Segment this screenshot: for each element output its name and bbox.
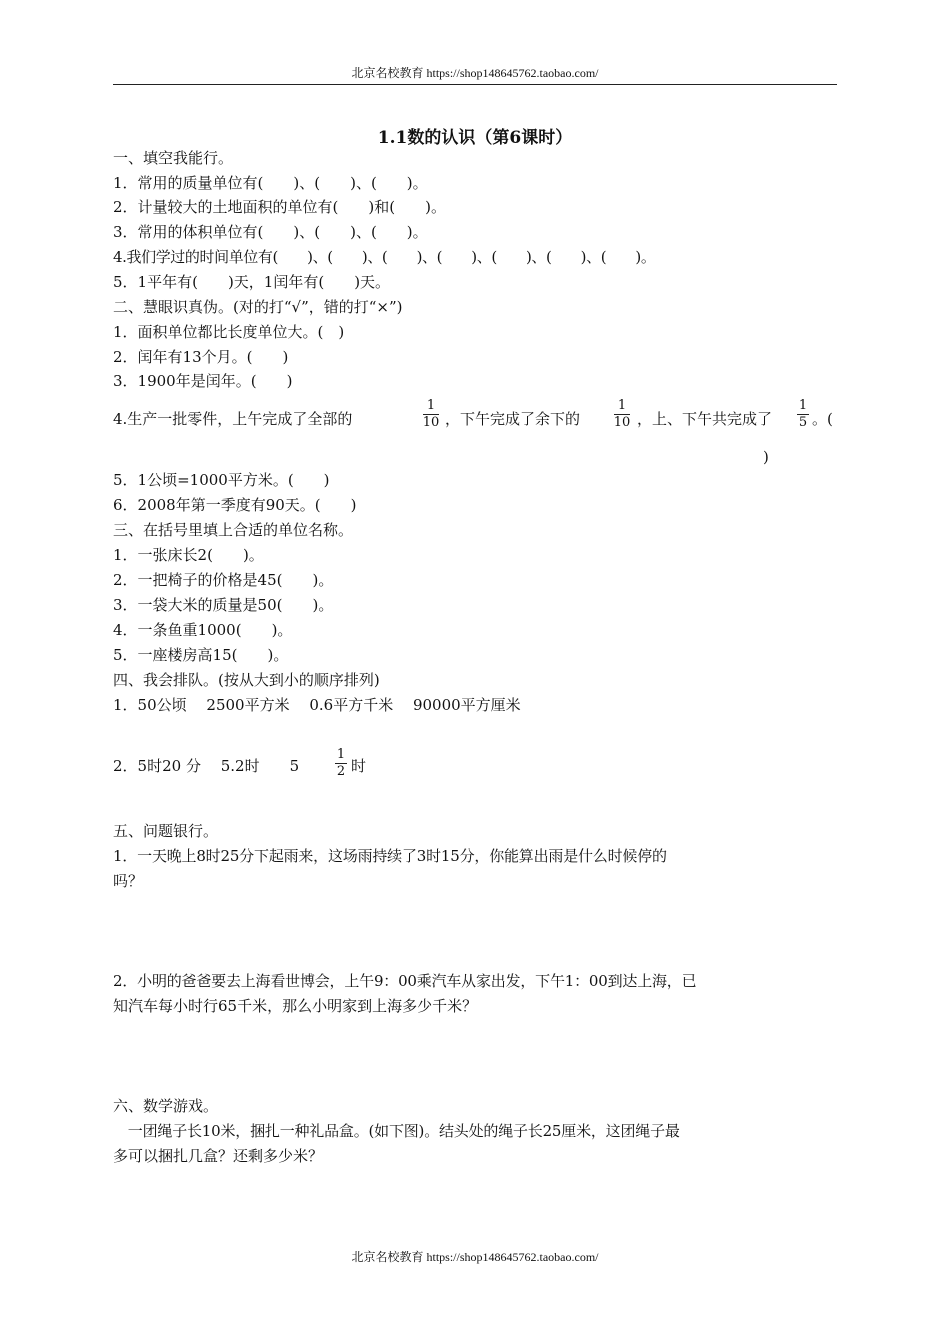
fraction-denominator: 2 — [336, 764, 346, 779]
s2-question-6: 6．2008年第一季度有90天。( ) — [113, 496, 357, 514]
s1-question-5: 5．1平年有( )天，1闰年有( )天。 — [113, 273, 391, 291]
s6-paragraph-line-2: 多可以捆扎几盒？还剩多少米？ — [113, 1147, 324, 1165]
section-6-heading: 六、数学游戏。 — [113, 1097, 219, 1115]
fraction-denominator: 10 — [613, 415, 631, 430]
s1-question-1: 1．常用的质量单位有( )、( )、( )。 — [113, 174, 428, 192]
s2-question-4-close-paren: ) — [763, 448, 769, 466]
s2-question-2: 2．闰年有13个月。( ) — [113, 348, 289, 366]
fraction-numerator: 1 — [426, 398, 436, 413]
fraction-numerator: 1 — [617, 398, 627, 413]
s1-question-3: 3．常用的体积单位有( )、( )、( )。 — [113, 223, 428, 241]
s5-question-2-line-2: 知汽车每小时行65千米，那么小明家到上海多少千米？ — [113, 997, 478, 1015]
fraction-denominator: 10 — [422, 415, 440, 430]
header-divider — [113, 84, 837, 85]
s3-question-1: 1．一张床长2( )。 — [113, 546, 264, 564]
s4-question-1: 1．50公顷 2500平方米 0.6平方千米 90000平方厘米 — [113, 696, 521, 714]
s3-question-2: 2．一把椅子的价格是45( )。 — [113, 571, 334, 589]
fraction-one-half — [332, 748, 350, 779]
page-title: 1.1数的认识（第6课时） — [377, 128, 573, 148]
s2-question-1: 1．面积单位都比长度单位大。( ) — [113, 323, 345, 341]
s3-question-4: 4．一条鱼重1000( )。 — [113, 621, 293, 639]
page-header: 北京名校教育 https://shop148645762.taobao.com/ — [351, 66, 599, 80]
s2-question-5: 5．1公顷=1000平方米。( ) — [113, 471, 330, 489]
s1-question-2: 2．计量较大的土地面积的单位有( )和( )。 — [113, 198, 446, 216]
fraction-denominator: 5 — [798, 415, 808, 430]
s3-question-5: 5．一座楼房高15( )。 — [113, 646, 289, 664]
section-4-heading: 四、我会排队。(按从大到小的顺序排列) — [113, 671, 380, 689]
s2-question-3: 3．1900年是闰年。( ) — [113, 372, 293, 390]
fraction-one-tenth-b — [611, 399, 633, 430]
fraction-numerator: 1 — [336, 747, 346, 762]
s5-question-1-line-1: 1．一天晚上8时25分下起雨来，这场雨持续了3时15分，你能算出雨是什么时候停的 — [113, 847, 667, 865]
s2-question-4-part-c: ，上、下午共完成了 — [637, 410, 773, 428]
s4-question-2-part-b: 时 — [351, 757, 367, 775]
s5-question-2-line-1: 2．小明的爸爸要去上海看世博会，上午9：00乘汽车从家出发，下午1：00到达上海，已 — [113, 972, 697, 990]
section-3-heading: 三、在括号里填上合适的单位名称。 — [113, 521, 354, 539]
s2-question-4-part-a: 4.生产一批零件，上午完成了全部的 — [113, 410, 353, 428]
fraction-one-fifth — [794, 399, 812, 430]
s3-question-3: 3．一袋大米的质量是50( )。 — [113, 596, 334, 614]
section-2-heading: 二、慧眼识真伪。(对的打“√”，错的打“×”) — [113, 298, 403, 316]
fraction-numerator: 1 — [798, 398, 808, 413]
s5-question-1-line-2: 吗？ — [113, 872, 144, 890]
s2-question-4-part-b: ，下午完成了余下的 — [445, 410, 581, 428]
s6-paragraph-line-1: 一团绳子长10米，捆扎一种礼品盒。(如下图)。结头处的绳子长25厘米，这团绳子最 — [113, 1122, 680, 1140]
page-footer: 北京名校教育 https://shop148645762.taobao.com/ — [351, 1250, 599, 1264]
section-5-heading: 五、问题银行。 — [113, 822, 219, 840]
fraction-one-tenth-a — [420, 399, 442, 430]
s2-question-4-part-d: 。( — [812, 410, 833, 428]
section-1-heading: 一、填空我能行。 — [113, 149, 234, 167]
s1-question-4: 4.我们学过的时间单位有( )、( )、( )、( )、( )、( )、( )。 — [113, 248, 656, 266]
s4-question-2-part-a: 2．5时20 分 5.2时 5 — [113, 757, 300, 775]
